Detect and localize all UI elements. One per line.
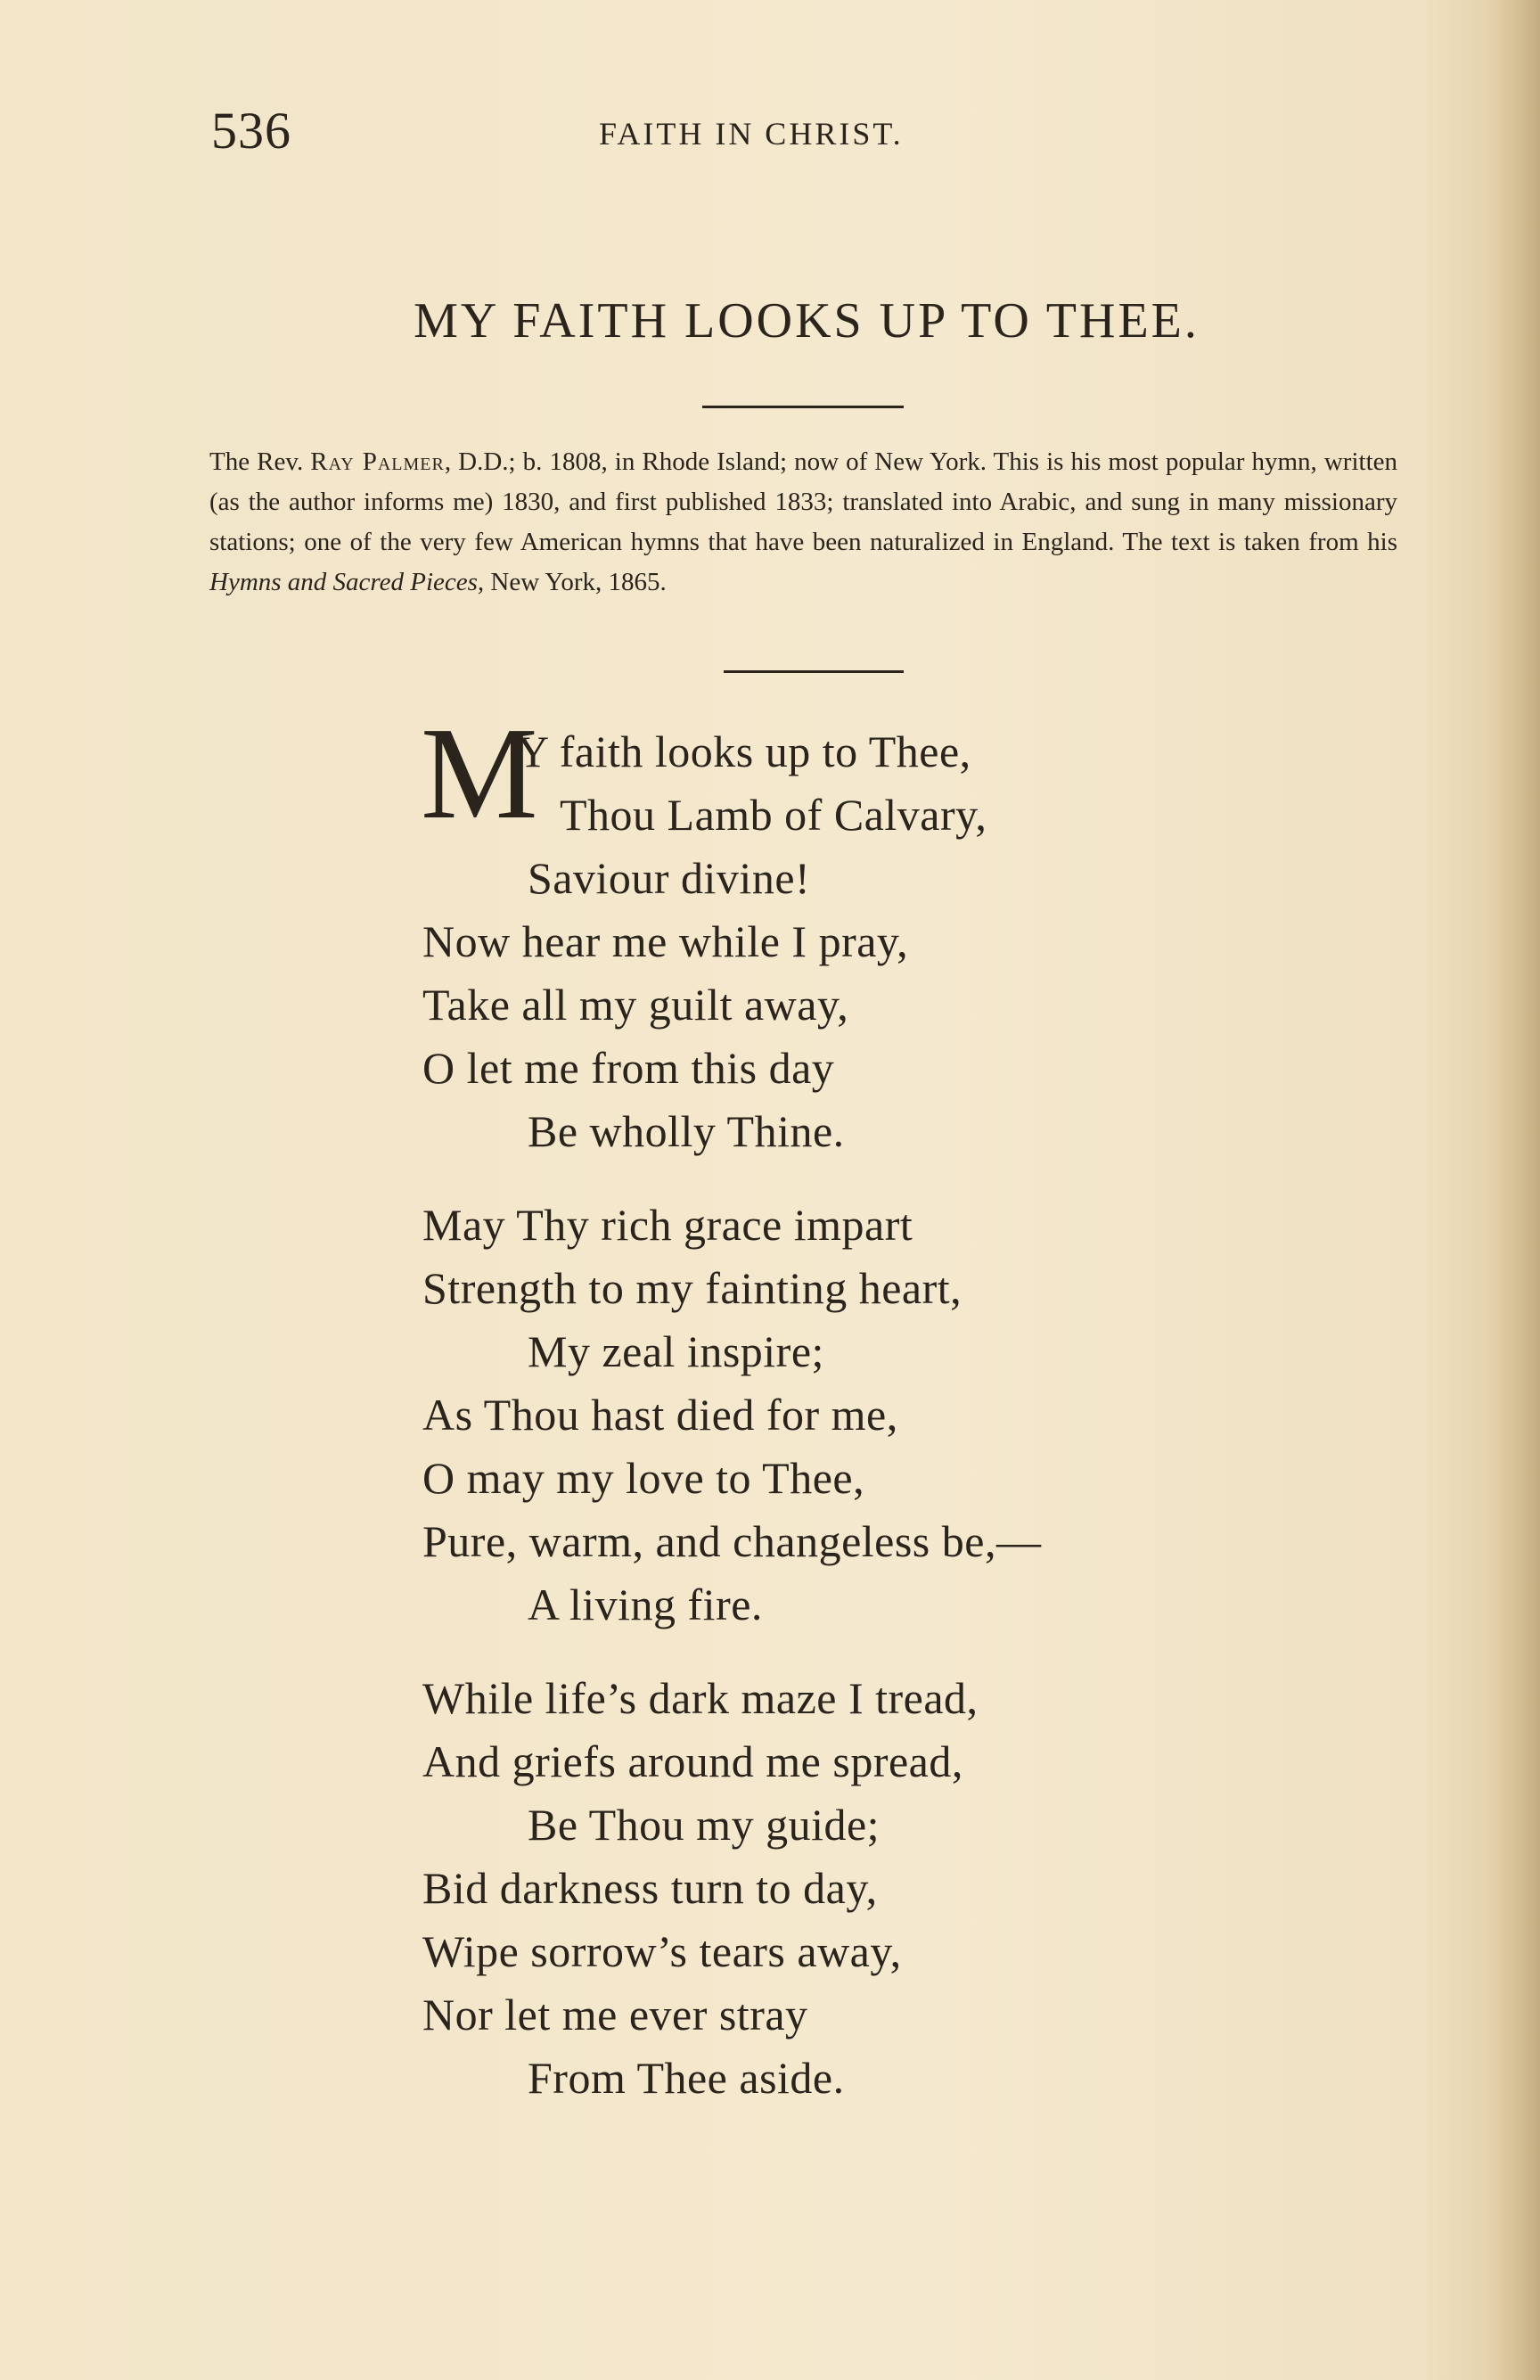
poem-line: Wipe sorrow’s tears away,	[422, 1926, 902, 1976]
page-number: 536	[211, 102, 291, 160]
poem-line: My zeal inspire;	[528, 1326, 824, 1376]
poem-line: Be wholly Thine.	[528, 1106, 845, 1156]
poem-line: Bid darkness turn to day,	[422, 1863, 878, 1913]
poem-line: From Thee aside.	[528, 2053, 845, 2103]
poem-line: A living fire.	[528, 1580, 763, 1629]
poem-line: Be Thou my guide;	[528, 1800, 881, 1850]
poem-line: And griefs around me spread,	[422, 1736, 963, 1786]
poem-line: O let me from this day	[422, 1043, 835, 1093]
poem-line: As Thou hast died for me,	[422, 1390, 898, 1440]
intro-text: , D.D.; b. 1808, in Rhode Island; now of New York. This is his most popular hymn, written (as the author informs me) 1830, and first published 1833; translated into Arabic, and sung in many missionary stations; one of the very few American hymns that have been naturalized in England. The text is taken from his	[209, 447, 1397, 556]
poem-line: While life’s dark maze I tread,	[422, 1673, 979, 1723]
poem-line: Now hear me while I pray,	[422, 916, 909, 966]
intro-prefix: The Rev.	[209, 447, 311, 476]
running-head: FAITH IN CHRIST.	[599, 116, 904, 152]
poem-line: Nor let me ever stray	[422, 1990, 808, 2039]
poem-line: O may my love to Thee,	[422, 1453, 865, 1503]
intro-text-end: New York, 1865.	[484, 568, 667, 596]
poem-line: Pure, warm, and changeless be,—	[422, 1516, 1042, 1566]
poem-line: May Thy rich grace impart	[422, 1200, 913, 1250]
poem-line: Thou Lamb of Calvary,	[560, 790, 987, 840]
drop-capital: M	[421, 701, 538, 847]
book-title: Hymns and Sacred Pieces,	[209, 568, 485, 596]
poem-line: Saviour divine!	[528, 853, 811, 903]
poem-line: Strength to my fainting heart,	[422, 1263, 962, 1313]
author-name: Ray Palmer	[310, 447, 445, 476]
poem-line: Y faith looks up to Thee,	[517, 726, 971, 776]
hymn-title: MY FAITH LOOKS UP TO THEE.	[414, 293, 1200, 349]
poem-line: Take all my guilt away,	[422, 980, 849, 1030]
